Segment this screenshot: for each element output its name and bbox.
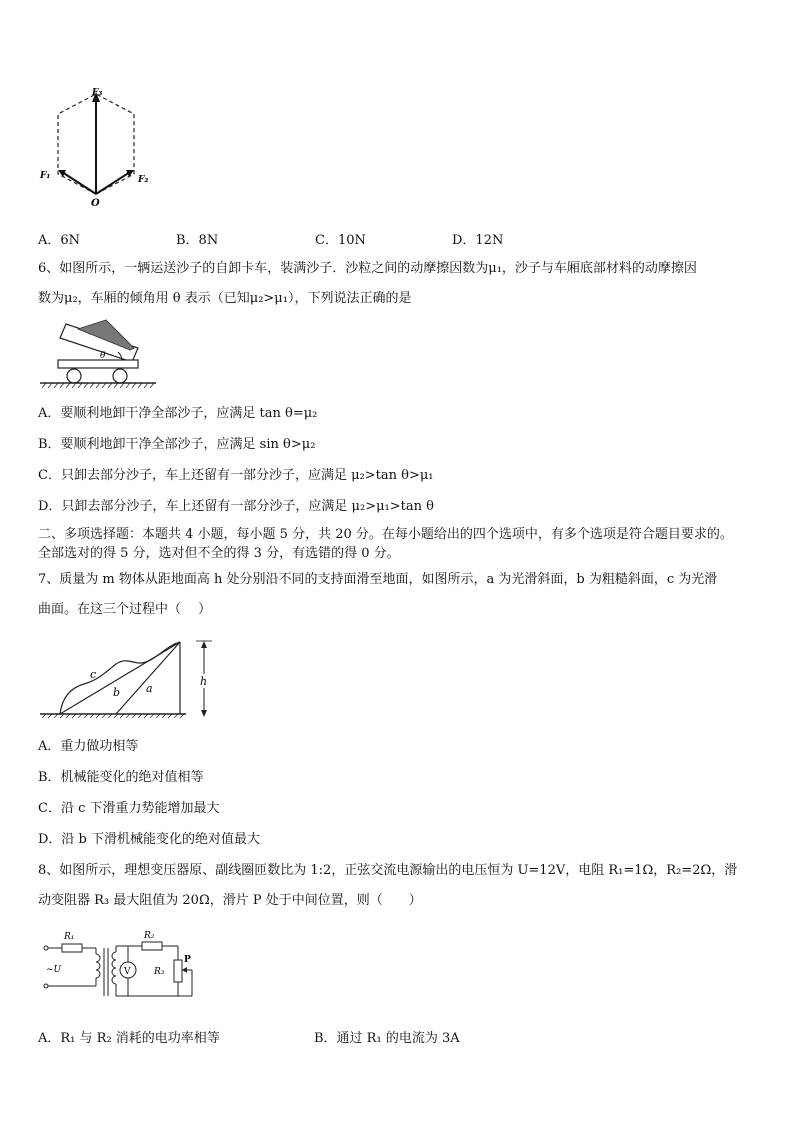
force-diagram bbox=[36, 84, 156, 209]
label-a: a bbox=[146, 682, 153, 695]
label-f1: F₁ bbox=[40, 171, 51, 181]
q5-option-c: C．10N bbox=[315, 233, 366, 248]
label-o: O bbox=[91, 198, 100, 209]
q6-option-a: A．要顺利地卸干净全部沙子，应满足 tan θ=μ₂ bbox=[38, 406, 318, 421]
label-r2: R₂ bbox=[144, 931, 155, 941]
section2-heading-line2: 全部选对的得 5 分，选对但不全的得 3 分，有选错的得 0 分。 bbox=[38, 546, 400, 561]
dump-truck-figure bbox=[38, 316, 158, 392]
label-c: c bbox=[90, 668, 97, 681]
label-h: h bbox=[200, 675, 208, 688]
label-r3: R₃ bbox=[154, 967, 165, 977]
q7-stem-line1: 7、质量为 m 物体从距地面高 h 处分别沿不同的支持面滑至地面，如图所示，a 为光滑斜面，b 为粗糙斜面，c 为光滑 bbox=[38, 572, 718, 587]
slope-figure bbox=[36, 636, 226, 726]
q6-option-d: D．只卸去部分沙子，车上还留有一部分沙子，应满足 μ₂>μ₁>tan θ bbox=[38, 499, 434, 514]
q7-option-a: A．重力做功相等 bbox=[38, 739, 139, 754]
q5-option-b: B．8N bbox=[176, 233, 219, 248]
q6-stem-line2: 数为μ₂，车厢的倾角用 θ 表示（已知μ₂>μ₁），下列说法正确的是 bbox=[38, 291, 412, 306]
q7-option-b: B．机械能变化的绝对值相等 bbox=[38, 770, 204, 785]
section2-heading-line1: 二、多项选择题：本题共 4 小题，每小题 5 分，共 20 分。在每小题给出的四个选项中，有多个选项是符合题目要求的。 bbox=[38, 527, 733, 542]
q6-option-c: C．只卸去部分沙子，车上还留有一部分沙子，应满足 μ₂>tan θ>μ₁ bbox=[38, 468, 434, 483]
q8-option-b: B．通过 R₁ 的电流为 3A bbox=[314, 1031, 460, 1046]
transformer-circuit bbox=[38, 924, 218, 1004]
label-b: b bbox=[113, 686, 121, 699]
label-p: P bbox=[184, 955, 191, 965]
q7-option-c: C．沿 c 下滑重力势能增加最大 bbox=[38, 801, 220, 816]
label-f2: F₂ bbox=[138, 175, 149, 185]
label-f3: F₃ bbox=[92, 88, 103, 98]
q5-option-a: A．6N bbox=[38, 233, 81, 248]
q7-stem-line2: 曲面。在这三个过程中（ ） bbox=[38, 602, 212, 617]
q6-option-b: B．要顺利地卸干净全部沙子，应满足 sin θ>μ₂ bbox=[38, 437, 316, 452]
theta-label: θ bbox=[100, 351, 106, 361]
q8-option-a: A．R₁ 与 R₂ 消耗的电功率相等 bbox=[38, 1031, 220, 1046]
q5-option-d: D．12N bbox=[452, 233, 504, 248]
label-u: ~U bbox=[46, 965, 62, 975]
q6-stem-line1: 6、如图所示，一辆运送沙子的自卸卡车，装满沙子．沙粒之间的动摩擦因数为μ₁，沙子与车厢底部材料的动摩擦因 bbox=[38, 261, 697, 276]
label-v: V bbox=[124, 967, 131, 977]
q7-option-d: D．沿 b 下滑机械能变化的绝对值最大 bbox=[38, 832, 261, 847]
label-r1: R₁ bbox=[64, 932, 75, 942]
q8-stem-line2: 动变阻器 R₃ 最大阻值为 20Ω，滑片 P 处于中间位置，则（ ） bbox=[38, 893, 422, 908]
q8-stem-line1: 8、如图所示，理想变压器原、副线圈匝数比为 1:2，正弦交流电源输出的电压恒为 U=12V，电阻 R₁=1Ω，R₂=2Ω，滑 bbox=[38, 863, 738, 878]
